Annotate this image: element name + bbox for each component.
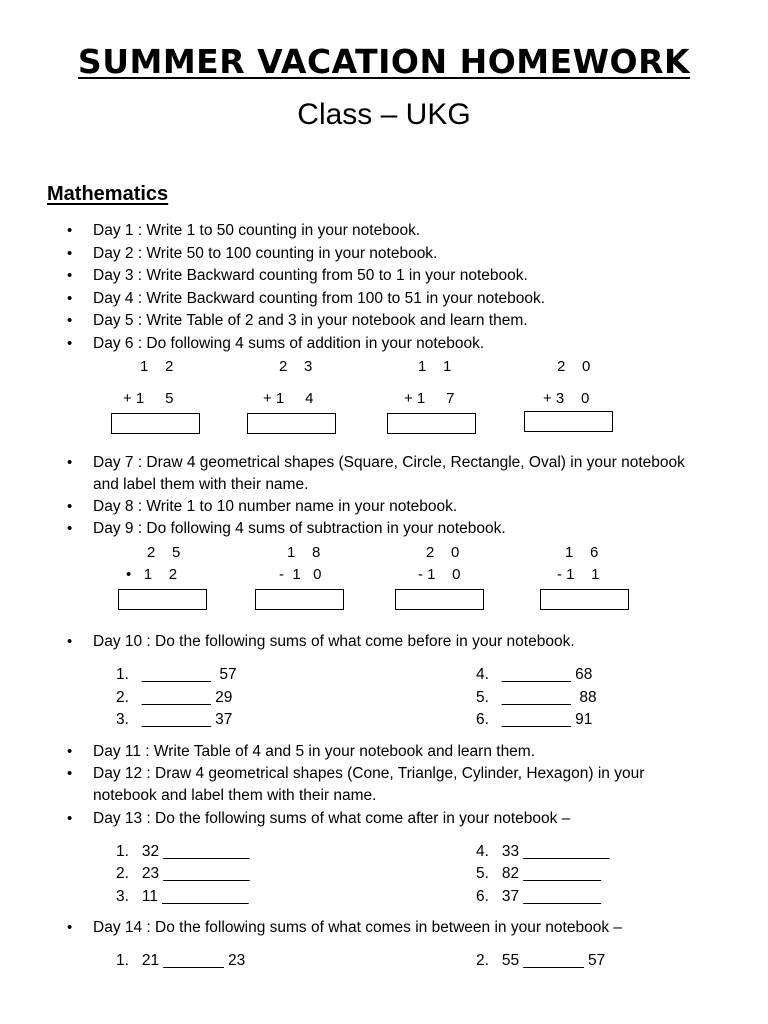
bullet: • — [67, 454, 73, 471]
bullet: • — [67, 245, 73, 262]
day-8: Day 8 : Write 1 to 10 number name in your notebook. — [93, 498, 458, 515]
bullet: • — [67, 498, 73, 515]
section-heading: Mathematics — [47, 183, 169, 205]
bullet: • — [67, 312, 73, 329]
day-11: Day 11 : Write Table of 4 and 5 in your notebook and learn them. — [93, 743, 536, 760]
bullet: • — [67, 520, 73, 537]
addition-top-1: 1 2 — [140, 358, 174, 375]
bullet: • — [67, 290, 73, 307]
answer-box — [118, 589, 207, 610]
bullet: • — [67, 810, 73, 827]
addition-bottom-2: + 1 4 — [263, 390, 314, 407]
day-9: Day 9 : Do following 4 sums of subtraction in your notebook. — [93, 520, 506, 537]
bullet: • — [67, 633, 73, 650]
day-5: Day 5 : Write Table of 2 and 3 in your notebook and learn them. — [93, 312, 528, 329]
addition-bottom-4: + 3 0 — [543, 390, 590, 407]
after-item-1: 1. 32 __________ — [116, 843, 250, 860]
answer-box — [247, 413, 336, 434]
day-3: Day 3 : Write Backward counting from 50 to 1 in your notebook. — [93, 267, 528, 284]
before-item-5: 5. ________ 88 — [476, 689, 597, 706]
after-item-3: 3. 11 __________ — [116, 888, 249, 905]
answer-box — [524, 411, 613, 432]
subtraction-bottom-1: • 1 2 — [126, 566, 178, 583]
bullet: • — [67, 919, 73, 936]
day-2: Day 2 : Write 50 to 100 counting in your notebook. — [93, 245, 438, 262]
bullet: • — [67, 267, 73, 284]
subtraction-bottom-2: - 1 0 — [279, 566, 322, 583]
before-item-4: 4. ________ 68 — [476, 666, 593, 683]
class-subtitle: Class – UKG — [297, 98, 471, 131]
after-item-2: 2. 23 __________ — [116, 865, 250, 882]
day-7-line-1: Day 7 : Draw 4 geometrical shapes (Square, Circle, Rectangle, Oval) in your notebook — [93, 454, 685, 471]
subtraction-bottom-3: - 1 0 — [418, 566, 461, 583]
page-title: SUMMER VACATION HOMEWORK — [77, 42, 691, 81]
subtraction-top-1: 2 5 — [147, 544, 181, 561]
day-7-line-2: and label them with their name. — [93, 476, 309, 493]
before-item-1: 1. ________ 57 — [116, 666, 237, 683]
day-12-line-2: notebook and label them with their name. — [93, 787, 377, 804]
between-item-2: 2. 55 _______ 57 — [476, 952, 606, 969]
day-12-line-1: Day 12 : Draw 4 geometrical shapes (Cone, Trianlge, Cylinder, Hexagon) in your — [93, 765, 645, 782]
answer-box — [540, 589, 629, 610]
bullet: • — [67, 765, 73, 782]
day-6: Day 6 : Do following 4 sums of addition in your notebook. — [93, 335, 485, 352]
addition-top-4: 2 0 — [557, 358, 591, 375]
subtraction-bottom-4: - 1 1 — [557, 566, 600, 583]
day-14: Day 14 : Do the following sums of what comes in between in your notebook – — [93, 919, 623, 936]
bullet: • — [67, 743, 73, 760]
addition-bottom-3: + 1 7 — [404, 390, 455, 407]
answer-box — [255, 589, 344, 610]
answer-box — [111, 413, 200, 434]
day-13: Day 13 : Do the following sums of what come after in your notebook – — [93, 810, 571, 827]
day-10: Day 10 : Do the following sums of what come before in your notebook. — [93, 633, 575, 650]
subtraction-top-3: 2 0 — [426, 544, 460, 561]
answer-box — [395, 589, 484, 610]
before-item-6: 6. ________ 91 — [476, 711, 593, 728]
addition-top-3: 1 1 — [418, 358, 452, 375]
addition-bottom-1: + 1 5 — [123, 390, 174, 407]
day-1: Day 1 : Write 1 to 50 counting in your notebook. — [93, 222, 421, 239]
bullet: • — [67, 222, 73, 239]
between-item-1: 1. 21 _______ 23 — [116, 952, 246, 969]
day-4: Day 4 : Write Backward counting from 100 to 51 in your notebook. — [93, 290, 546, 307]
before-item-2: 2. ________ 29 — [116, 689, 233, 706]
addition-top-2: 2 3 — [279, 358, 313, 375]
after-item-5: 5. 82 _________ — [476, 865, 601, 882]
subtraction-top-4: 1 6 — [565, 544, 599, 561]
before-item-3: 3. ________ 37 — [116, 711, 233, 728]
after-item-6: 6. 37 _________ — [476, 888, 601, 905]
answer-box — [387, 413, 476, 434]
after-item-4: 4. 33 __________ — [476, 843, 610, 860]
subtraction-top-2: 1 8 — [287, 544, 321, 561]
bullet: • — [67, 335, 73, 352]
